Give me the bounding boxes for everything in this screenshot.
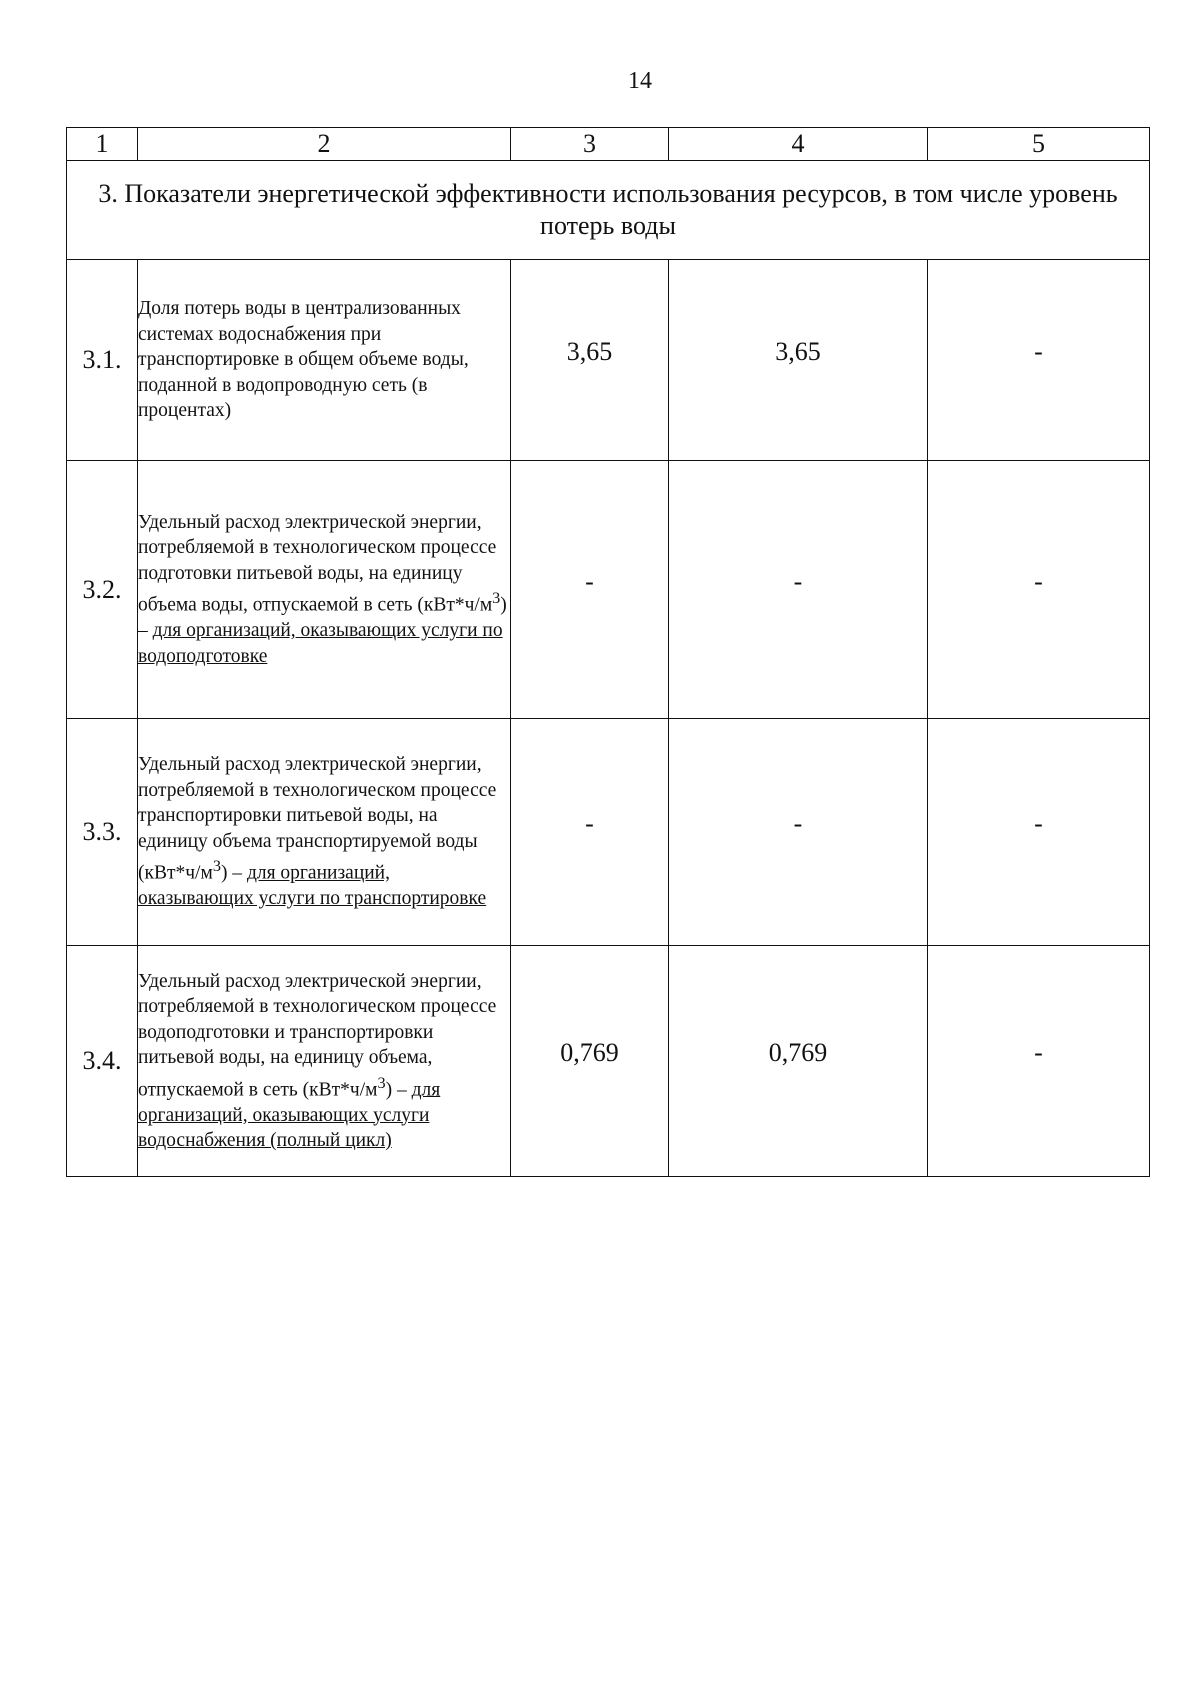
value-col5 xyxy=(928,461,1150,719)
column-header-1: 1 xyxy=(67,128,138,161)
description-underlined: для организаций, оказывающих услуги по транспортировке xyxy=(138,862,487,910)
row-number: 3.4. xyxy=(67,946,138,1177)
column-header-2: 2 xyxy=(138,128,511,161)
superscript: 3 xyxy=(377,1073,386,1092)
value-col4 xyxy=(669,260,928,461)
value-col5 xyxy=(928,946,1150,1177)
description-underlined: для организаций, оказывающих услуги по водоподготовке xyxy=(138,620,503,667)
description-dash: ) – xyxy=(138,594,507,642)
value-text: 3,65 xyxy=(566,337,613,366)
superscript: 3 xyxy=(492,589,501,608)
value-text: - xyxy=(1034,337,1043,366)
row-description xyxy=(138,260,511,461)
value-text: - xyxy=(1034,809,1043,838)
value-col5 xyxy=(928,719,1150,946)
value-col4 xyxy=(669,946,928,1177)
column-number-row xyxy=(67,128,1150,161)
column-header-3: 3 xyxy=(511,128,669,161)
table-row xyxy=(67,260,1150,461)
superscript: 3 xyxy=(212,857,221,876)
value-text: 0,769 xyxy=(768,1038,828,1067)
value-col4 xyxy=(669,461,928,719)
row-number: 3.3. xyxy=(67,719,138,946)
row-number: 3.1. xyxy=(67,260,138,461)
description-text: Удельный расход электрической энергии, потребляемой в технологическом процессе транспортировки питьевой воды, на единицу объема транспортируемой воды (кВт*ч/м xyxy=(138,754,497,884)
page-number: 14 xyxy=(628,68,652,94)
description-dash: ) – xyxy=(220,862,247,884)
column-header-4: 4 xyxy=(669,128,928,161)
table-row xyxy=(67,946,1150,1177)
value-text: - xyxy=(1034,566,1043,596)
value-text: - xyxy=(1034,1038,1043,1067)
value-col3 xyxy=(511,719,669,946)
column-header-5: 5 xyxy=(928,128,1150,161)
description-text: Удельный расход электрической энергии, потребляемой в технологическом процессе водоподготовки и транспортировки питьевой воды, на единицу объема, отпускаемой в сеть (кВт*ч/м xyxy=(138,970,497,1100)
value-col3 xyxy=(511,260,669,461)
value-col4 xyxy=(669,719,928,946)
value-text: - xyxy=(793,566,803,596)
table-row xyxy=(67,461,1150,719)
section-title: 3. Показатели энергетической эффективности использования ресурсов, в том числе уровень потерь воды xyxy=(67,161,1150,260)
row-description xyxy=(138,461,511,719)
description-dash: ) – xyxy=(385,1079,412,1100)
value-col3 xyxy=(511,461,669,719)
value-text: 3,65 xyxy=(775,337,821,366)
section-heading-row xyxy=(67,161,1150,260)
row-description xyxy=(138,719,511,946)
value-text: - xyxy=(585,566,594,596)
indicators-table xyxy=(66,127,1150,1177)
value-text: 0,769 xyxy=(560,1038,619,1067)
value-col3 xyxy=(511,946,669,1177)
value-text: - xyxy=(585,809,594,838)
description-text: Доля потерь воды в централизованных системах водоснабжения при транспортировке в общем объеме воды, поданной в водопроводную сеть (в процентах) xyxy=(138,298,469,422)
table-row xyxy=(67,719,1150,946)
row-description xyxy=(138,946,511,1177)
description-text: Удельный расход электрической энергии, потребляемой в технологическом процессе подготовки питьевой воды, на единицу объема воды, отпускаемой в сеть (кВт*ч/м xyxy=(138,511,497,616)
description-underlined: для организаций, оказывающих услуги водоснабжения (полный цикл) xyxy=(138,1079,441,1151)
value-col5 xyxy=(928,260,1150,461)
row-number: 3.2. xyxy=(67,461,138,719)
value-text: - xyxy=(793,809,803,838)
